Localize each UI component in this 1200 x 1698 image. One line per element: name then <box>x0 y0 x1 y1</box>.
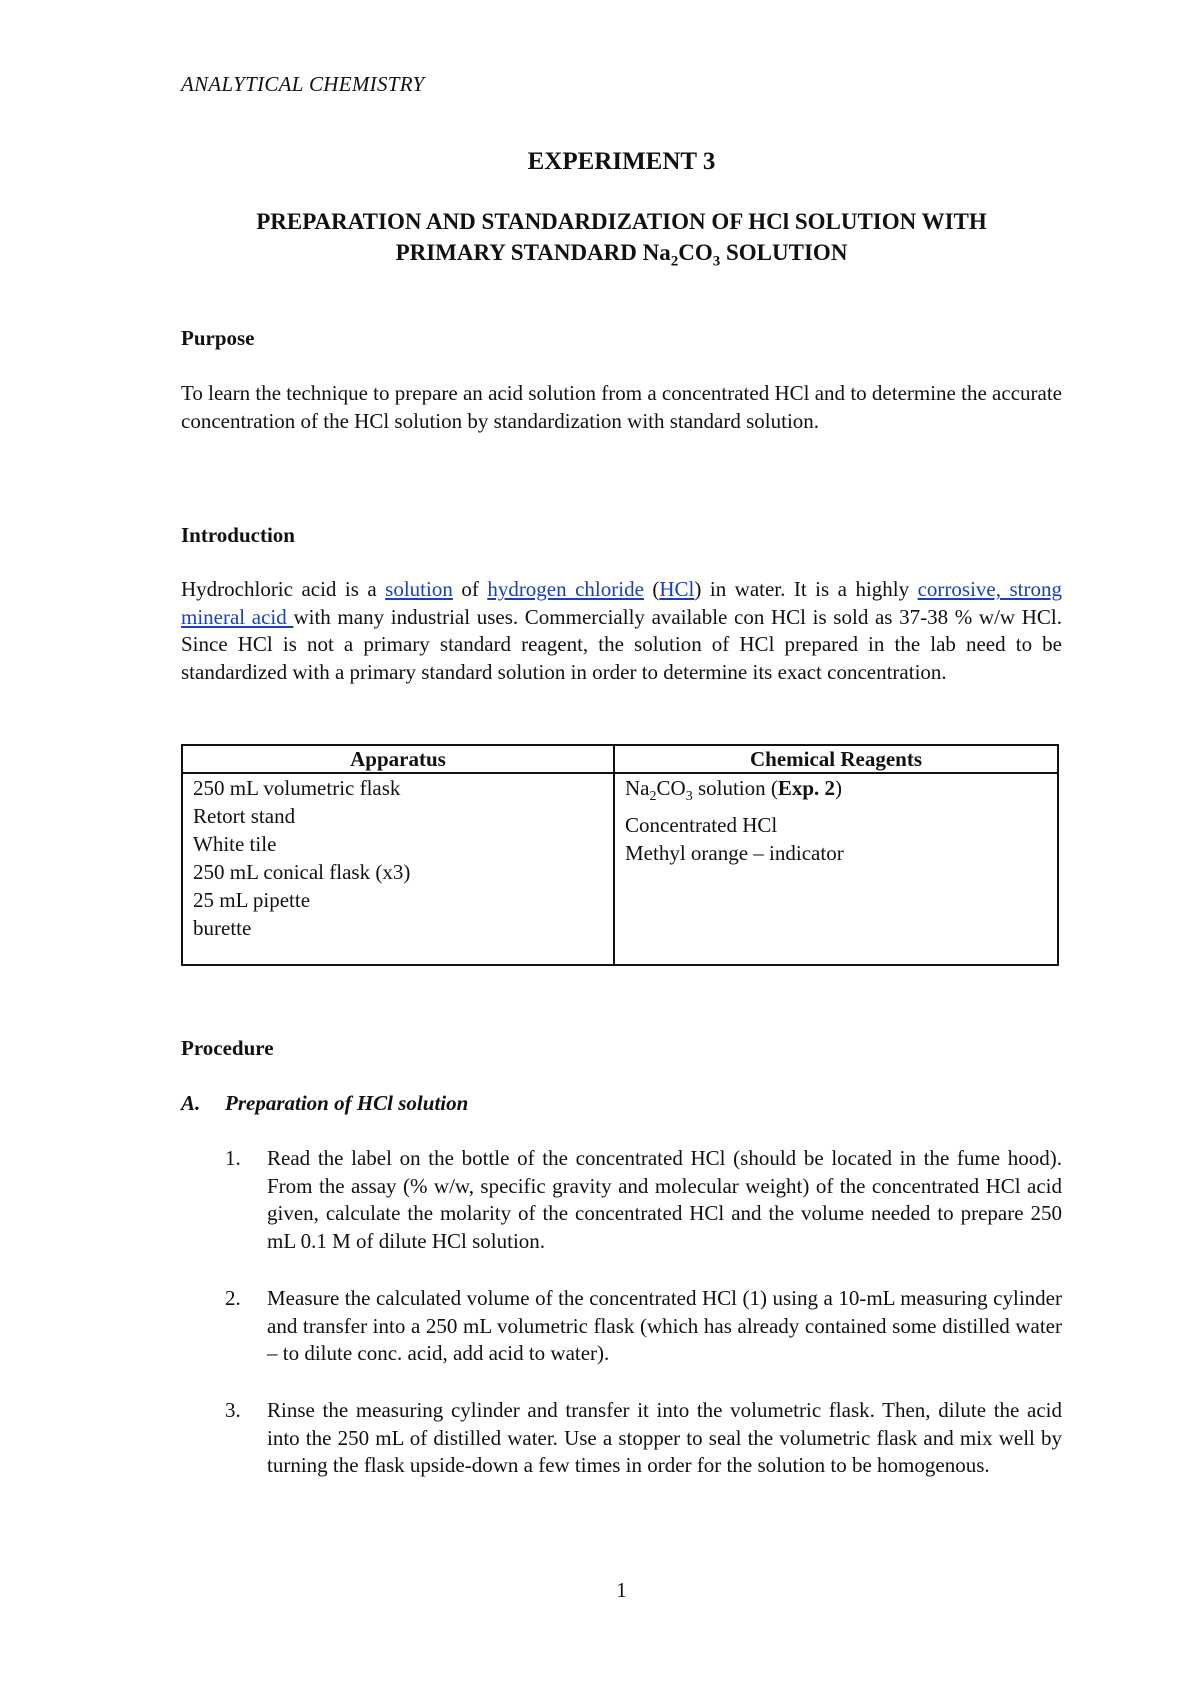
list-item: burette <box>193 916 252 940</box>
purpose-text: To learn the technique to prepare an acid solution from a concentrated HCl and to determine the accurate concentration of the HCl solution by standardization with standard solution. <box>181 381 1062 433</box>
list-item: $Na_2CO_3$ solution (Exp. 2) <box>625 776 843 805</box>
procedure-heading: Procedure <box>181 1036 274 1060</box>
link-hcl[interactable]: HCl <box>659 577 695 601</box>
list-item: Concentrated HCl <box>625 813 778 838</box>
table-header-reagents: Chemical Reagents <box>614 745 1058 773</box>
procedure-step-1: 1. Read the label on the bottle of the concentrated HCl (should be located in the fume hood). From the assay (% w/w, specific gravity and molecular weight) of the concentrated HCl acid given, calculate the molarity of the concentrated HCl and the volume needed to prepare 250 mL 0.1 M of dilute HCl solution. <box>225 1146 1062 1253</box>
introduction-text: Hydrochloric acid is a solution of hydrogen chloride (HCl) in water. It is a highly corrosive, strong mineral acid with many industrial uses. Commercially available con HCl is sold as 37-38 % w/w HCl. Since HCl is not a primary standard reagent, the solution of HCl prepared in the lab need to be standardized with a primary standard solution in order to determine its exact concentration. <box>181 577 1062 684</box>
main-title-line1: PREPARATION AND STANDARDIZATION OF HCl SOLUTION WITH <box>256 209 987 234</box>
link-solution[interactable]: solution <box>385 577 453 601</box>
main-title-line2: PRIMARY STANDARD $Na_2CO_3$ SOLUTION <box>395 240 848 270</box>
link-hydrogen-chloride[interactable]: hydrogen chloride <box>487 577 644 601</box>
procedure-step-3: 3. Rinse the measuring cylinder and transfer it into the volumetric flask. Then, dilute the acid into the 250 mL of distilled water. Use a stopper to seal the volumetric flask and mix well by turning the flask upside-down a few times in order for the solution to be homogenous. <box>225 1398 1062 1477</box>
list-item: Retort stand <box>193 804 296 828</box>
list-item: 250 mL conical flask (x3) <box>193 860 411 884</box>
list-item: 250 mL volumetric flask <box>193 776 401 800</box>
link-corrosive-strong-mineral-acid[interactable]: corrosive, strong mineral acid <box>181 577 1062 629</box>
main-title <box>181 206 1062 278</box>
list-item: White tile <box>193 832 277 856</box>
apparatus-cell <box>182 773 614 965</box>
reagents-cell <box>614 773 1058 965</box>
table-header-apparatus: Apparatus <box>182 745 614 773</box>
page-header: ANALYTICAL CHEMISTRY <box>181 72 425 96</box>
apparatus-reagents-table <box>181 744 1059 966</box>
list-item: 25 mL pipette <box>193 888 311 912</box>
introduction-heading: Introduction <box>181 523 295 547</box>
purpose-heading: Purpose <box>181 326 255 350</box>
page-number: 1 <box>616 1578 627 1602</box>
procedure-step-2: 2. Measure the calculated volume of the concentrated HCl (1) using a 10-mL measuring cylinder and transfer into a 250 mL volumetric flask (which has already contained some distilled water – to dilute conc. acid, add acid to water). <box>225 1286 1062 1365</box>
procedure-section-a: A. Preparation of HCl solution <box>181 1091 469 1115</box>
list-item: Methyl orange – indicator <box>625 841 844 866</box>
experiment-title: EXPERIMENT 3 <box>527 148 716 175</box>
